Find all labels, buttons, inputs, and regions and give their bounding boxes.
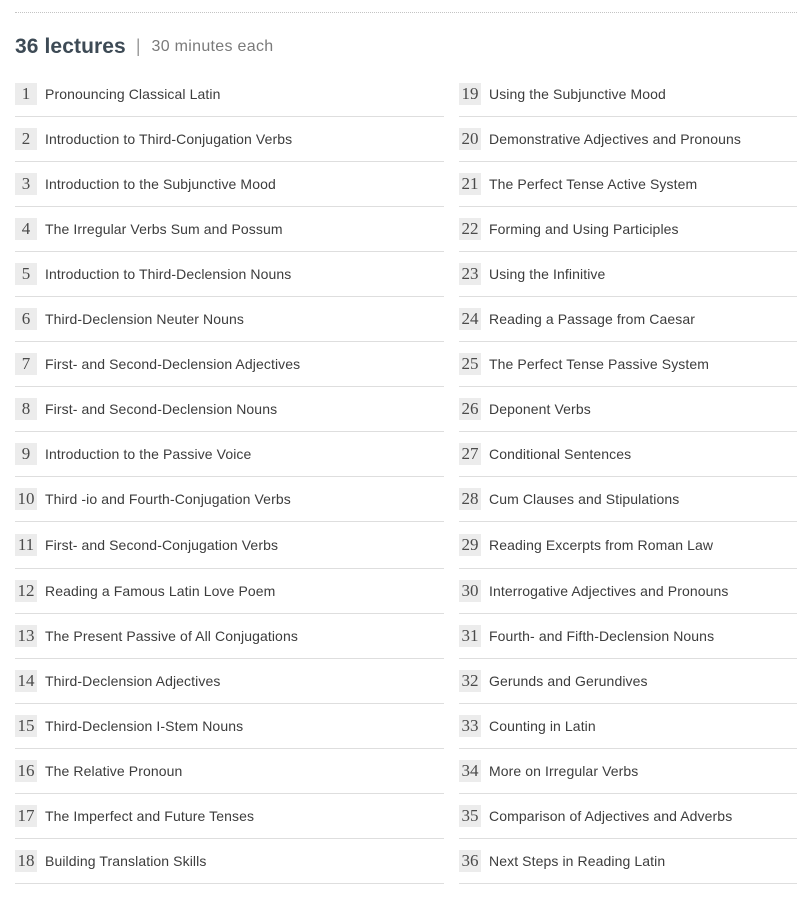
lecture-number: 16 [15,760,37,782]
lecture-title: More on Irregular Verbs [489,763,639,779]
lecture-title: The Perfect Tense Active System [489,176,698,192]
lecture-item[interactable] [15,749,444,794]
lecture-item[interactable] [15,162,444,207]
lecture-number: 32 [459,670,481,692]
lecture-title: Interrogative Adjectives and Pronouns [489,583,729,599]
lecture-number: 30 [459,580,481,602]
lecture-number: 24 [459,308,481,330]
lecture-number: 6 [15,308,37,330]
lecture-item[interactable] [459,252,797,297]
top-divider [15,12,797,13]
lecture-title: Cum Clauses and Stipulations [489,491,680,507]
lecture-item[interactable] [459,297,797,342]
lecture-count: 36 lectures [15,35,126,58]
lecture-column-right [459,72,797,884]
lecture-title: Demonstrative Adjectives and Pronouns [489,131,741,147]
lecture-item[interactable] [459,432,797,477]
lecture-item[interactable] [15,659,444,704]
lecture-number: 36 [459,850,481,872]
lecture-number: 35 [459,805,481,827]
lecture-title: Forming and Using Participles [489,221,679,237]
lecture-number: 26 [459,398,481,420]
lecture-item[interactable] [459,72,797,117]
lecture-number: 4 [15,218,37,240]
lecture-item[interactable] [459,342,797,387]
lecture-title: First- and Second-Declension Nouns [45,401,278,417]
lecture-number: 21 [459,173,481,195]
lecture-number: 23 [459,263,481,285]
lecture-number: 20 [459,128,481,150]
lecture-title: Comparison of Adjectives and Adverbs [489,808,733,824]
lecture-title: Third-Declension Neuter Nouns [45,311,244,327]
lecture-number: 14 [15,670,37,692]
lecture-number: 11 [15,534,37,556]
lecture-title: The Perfect Tense Passive System [489,356,710,372]
lecture-number: 3 [15,173,37,195]
lecture-title: Reading Excerpts from Roman Law [489,537,714,553]
lecture-number: 28 [459,488,481,510]
lecture-item[interactable] [15,387,444,432]
lecture-item[interactable] [15,794,444,839]
lecture-number: 7 [15,353,37,375]
lecture-title: Third-Declension Adjectives [45,673,221,689]
lecture-item[interactable] [459,162,797,207]
lecture-title: First- and Second-Conjugation Verbs [45,537,279,553]
lecture-title: Counting in Latin [489,718,596,734]
lecture-number: 33 [459,715,481,737]
lecture-number: 1 [15,83,37,105]
lecture-number: 29 [459,534,481,556]
lecture-number: 15 [15,715,37,737]
lecture-number: 22 [459,218,481,240]
lecture-item[interactable] [15,522,444,569]
lecture-title: The Imperfect and Future Tenses [45,808,255,824]
lecture-item[interactable] [15,72,444,117]
lecture-number: 13 [15,625,37,647]
lecture-item[interactable] [15,704,444,749]
lecture-item[interactable] [459,522,797,569]
lecture-item[interactable] [15,477,444,522]
lecture-number: 12 [15,580,37,602]
lecture-item[interactable] [15,614,444,659]
lecture-number: 17 [15,805,37,827]
lecture-number: 9 [15,443,37,465]
lecture-item[interactable] [459,117,797,162]
lecture-item[interactable] [459,569,797,614]
lecture-title: Fourth- and Fifth-Declension Nouns [489,628,715,644]
lecture-title: The Present Passive of All Conjugations [45,628,298,644]
lecture-title: Pronouncing Classical Latin [45,86,221,102]
lectures-header [15,32,273,62]
lecture-number: 10 [15,488,37,510]
lecture-title: Using the Infinitive [489,266,606,282]
lecture-title: Conditional Sentences [489,446,632,462]
lecture-item[interactable] [459,749,797,794]
lecture-item[interactable] [459,704,797,749]
lecture-number: 8 [15,398,37,420]
lecture-title: Next Steps in Reading Latin [489,853,666,869]
lecture-column-left [15,72,444,884]
lecture-item[interactable] [15,569,444,614]
lecture-item[interactable] [459,387,797,432]
lecture-title: Building Translation Skills [45,853,207,869]
lecture-title: Gerunds and Gerundives [489,673,648,689]
lecture-title: The Irregular Verbs Sum and Possum [45,221,283,237]
lecture-number: 31 [459,625,481,647]
lecture-number: 27 [459,443,481,465]
lecture-item[interactable] [459,614,797,659]
lecture-item[interactable] [459,477,797,522]
lecture-item[interactable] [15,207,444,252]
lecture-title: Introduction to Third-Declension Nouns [45,266,292,282]
lecture-title: Introduction to the Passive Voice [45,446,252,462]
lecture-title: Introduction to the Subjunctive Mood [45,176,276,192]
lecture-item[interactable] [15,342,444,387]
lecture-title: Third -io and Fourth-Conjugation Verbs [45,491,291,507]
header-separator: | [135,35,141,56]
lecture-number: 5 [15,263,37,285]
lecture-title: Deponent Verbs [489,401,591,417]
lecture-number: 19 [459,83,481,105]
lecture-title: Reading a Famous Latin Love Poem [45,583,276,599]
lecture-duration: 30 minutes each [151,38,274,55]
lecture-item[interactable] [15,297,444,342]
lecture-title: First- and Second-Declension Adjectives [45,356,301,372]
lecture-item[interactable] [15,252,444,297]
lecture-title: The Relative Pronoun [45,763,183,779]
lecture-number: 18 [15,850,37,872]
lecture-title: Using the Subjunctive Mood [489,86,666,102]
lecture-item[interactable] [15,117,444,162]
lecture-item[interactable] [15,432,444,477]
lecture-item[interactable] [459,839,797,884]
lecture-number: 2 [15,128,37,150]
lecture-item[interactable] [459,794,797,839]
lecture-number: 25 [459,353,481,375]
lecture-title: Reading a Passage from Caesar [489,311,696,327]
lecture-number: 34 [459,760,481,782]
lecture-title: Introduction to Third-Conjugation Verbs [45,131,293,147]
lecture-item[interactable] [459,659,797,704]
lecture-title: Third-Declension I-Stem Nouns [45,718,244,734]
lecture-item[interactable] [459,207,797,252]
lecture-item[interactable] [15,839,444,884]
